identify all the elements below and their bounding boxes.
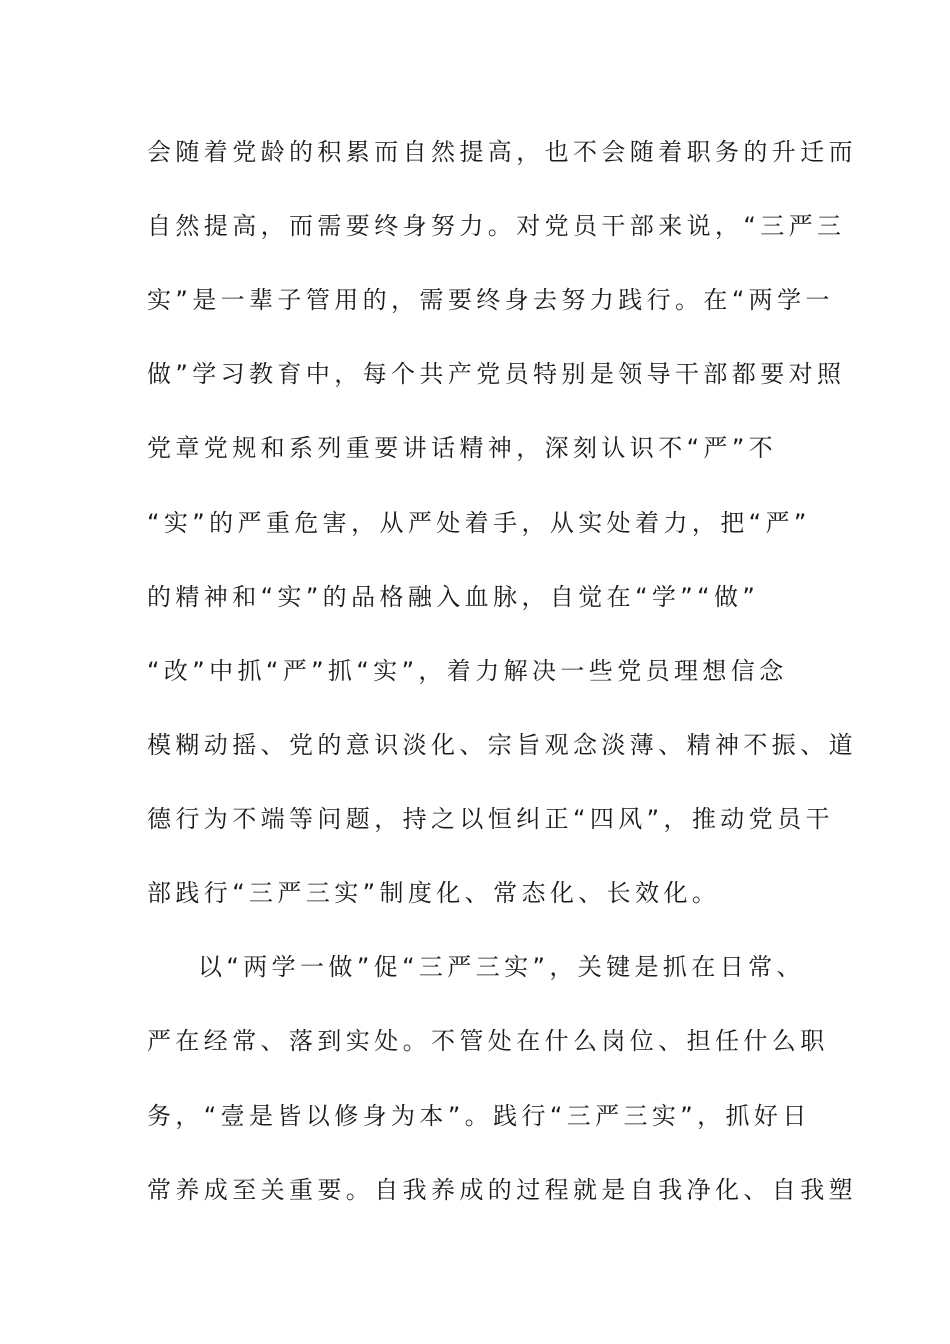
text-line: “改”中抓“严”抓“实”，着力解决一些党员理想信念 [147, 657, 788, 685]
text-line: 部践行“三严三实”制度化、常态化、长效化。 [147, 879, 721, 907]
text-line: 党章党规和系列重要讲话精神，深刻认识不“严”不 [147, 434, 778, 462]
text-line: 做”学习教育中，每个共产党员特别是领导干部都要对照 [147, 360, 846, 388]
text-line: 自然提高，而需要终身努力。对党员干部来说，“三严三 [147, 212, 846, 240]
text-line: 会随着党龄的积累而自然提高，也不会随着职务的升迁而 [147, 138, 857, 166]
text-line: 的精神和“实”的品格融入血脉，自觉在“学”“做” [147, 583, 760, 611]
text-line: 严在经常、落到实处。不管处在什么岗位、担任什么职 [147, 1027, 829, 1055]
text-line: 模糊动摇、党的意识淡化、宗旨观念淡薄、精神不振、道 [147, 731, 857, 759]
text-line: 务，“壹是皆以修身为本”。践行“三严三实”，抓好日 [147, 1102, 811, 1130]
text-line: 德行为不端等问题，持之以恒纠正“四风”，推动党员干 [147, 805, 834, 833]
text-line: 常养成至关重要。自我养成的过程就是自我净化、自我塑 [147, 1176, 857, 1204]
text-line: 实”是一辈子管用的，需要终身去努力践行。在“两学一 [147, 286, 834, 314]
paragraph-first-line: 以“两学一做”促“三严三实”，关键是抓在日常、 [198, 953, 805, 981]
text-line: “实”的严重危害，从严处着手，从实处着力，把“严” [147, 509, 811, 537]
